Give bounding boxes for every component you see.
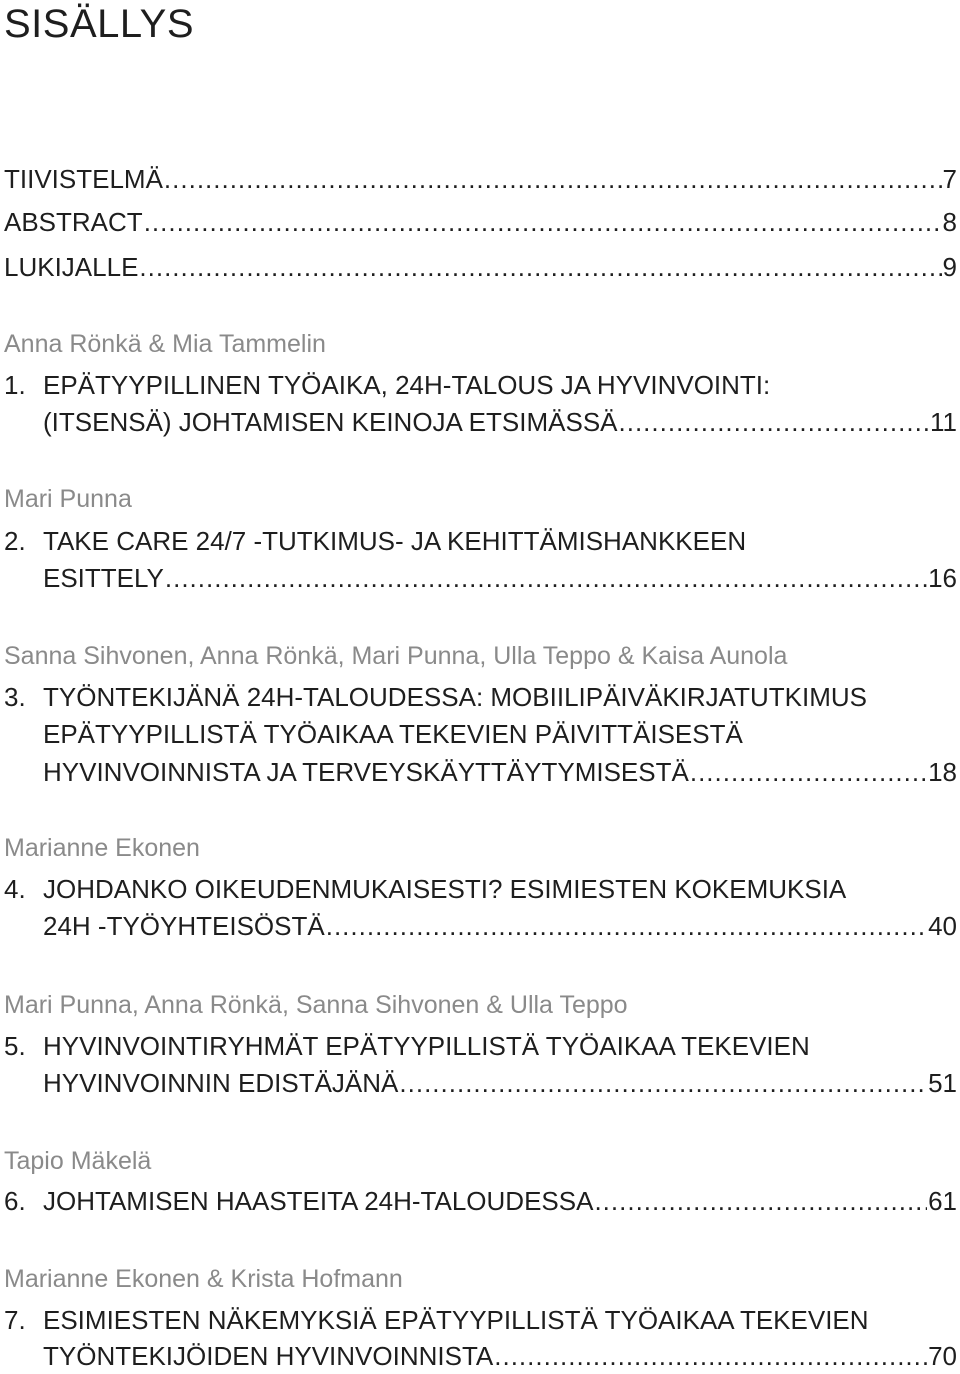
toc-page-number: 61 — [928, 1186, 957, 1216]
toc-page-number: 11 — [930, 407, 957, 437]
toc-page-number: 18 — [928, 757, 957, 787]
chapter-6-title-line-1[interactable] — [4, 1183, 957, 1219]
toc-page-number: 7 — [942, 164, 957, 194]
chapter-5-title-line-2[interactable] — [43, 1065, 957, 1101]
chapter-title-text: TYÖNTEKIJÖIDEN HYVINVOINNISTA — [43, 1341, 494, 1371]
toc-page-number: 9 — [942, 252, 957, 282]
dot-leader — [144, 204, 942, 240]
toc-page-number: 70 — [928, 1341, 957, 1371]
chapter-3-title-line-2[interactable] — [43, 716, 957, 752]
toc-page-number: 16 — [928, 563, 957, 593]
toc-entry-label: ABSTRACT — [4, 207, 143, 237]
chapter-4-authors: Marianne Ekonen — [4, 834, 200, 862]
toc-entry-label: LUKIJALLE — [4, 252, 139, 282]
chapter-title-text: 24H -TYÖYHTEISÖSTÄ — [43, 911, 325, 941]
chapter-2-title-line-1[interactable] — [4, 523, 957, 559]
chapter-number: 1. — [4, 370, 26, 400]
toc-page-number: 51 — [928, 1068, 957, 1098]
chapter-1-title-line-2[interactable] — [43, 404, 957, 440]
chapter-3-title-line-1[interactable] — [4, 679, 957, 715]
toc-page-number: 40 — [928, 911, 957, 941]
chapter-2-authors: Mari Punna — [4, 485, 132, 513]
chapter-title-text: EPÄTYYPILLISTÄ TYÖAIKAA TEKEVIEN PÄIVITTÄISESTÄ — [43, 719, 743, 749]
chapter-title-text: ESITTELY — [43, 563, 164, 593]
dot-leader — [690, 754, 927, 790]
chapter-4-title-line-1[interactable] — [4, 871, 957, 907]
chapter-title-text: HYVINVOINNIN EDISTÄJÄNÄ — [43, 1068, 399, 1098]
chapter-2-title-line-2[interactable] — [43, 560, 957, 596]
chapter-title-text: HYVINVOINTIRYHMÄT EPÄTYYPILLISTÄ TYÖAIKAA TEKEVIEN — [43, 1031, 810, 1061]
chapter-1-title-line-1[interactable] — [4, 367, 957, 403]
dot-leader — [165, 560, 927, 596]
chapter-title-text: TYÖNTEKIJÄNÄ 24H-TALOUDESSA: MOBIILIPÄIVÄKIRJATUTKIMUS — [43, 682, 867, 712]
chapter-6-authors: Tapio Mäkelä — [4, 1147, 152, 1175]
chapter-1-authors: Anna Rönkä & Mia Tammelin — [4, 330, 326, 358]
dot-leader — [619, 404, 929, 440]
toc-entry-lukijalle[interactable] — [4, 249, 957, 285]
dot-leader — [494, 1338, 927, 1374]
chapter-title-text: JOHDANKO OIKEUDENMUKAISESTI? ESIMIESTEN KOKEMUKSIA — [43, 874, 847, 904]
chapter-title-text: TAKE CARE 24/7 -TUTKIMUS- JA KEHITTÄMISHANKKEEN — [43, 526, 747, 556]
dot-leader — [326, 908, 927, 944]
dot-leader — [139, 249, 941, 285]
chapter-title-text: JOHTAMISEN HAASTEITA 24H-TALOUDESSA — [43, 1186, 594, 1216]
chapter-number: 5. — [4, 1031, 26, 1061]
toc-entry-tiivistelma[interactable] — [4, 161, 957, 197]
dot-leader — [164, 161, 942, 197]
chapter-title-text: (ITSENSÄ) JOHTAMISEN KEINOJA ETSIMÄSSÄ — [43, 407, 618, 437]
chapter-title-text: HYVINVOINNISTA JA TERVEYSKÄYTTÄYTYMISESTÄ — [43, 757, 689, 787]
toc-entry-label: TIIVISTELMÄ — [4, 164, 163, 194]
chapter-number: 4. — [4, 874, 26, 904]
chapter-number: 3. — [4, 682, 26, 712]
chapter-title-text: EPÄTYYPILLINEN TYÖAIKA, 24H-TALOUS JA HYVINVOINTI: — [43, 370, 771, 400]
chapter-7-authors: Marianne Ekonen & Krista Hofmann — [4, 1265, 403, 1293]
dot-leader — [399, 1065, 927, 1101]
chapter-title-text: ESIMIESTEN NÄKEMYKSIÄ EPÄTYYPILLISTÄ TYÖAIKAA TEKEVIEN — [43, 1305, 869, 1335]
chapter-7-title-line-2[interactable] — [43, 1338, 957, 1374]
chapter-number: 6. — [4, 1186, 26, 1216]
chapter-3-authors: Sanna Sihvonen, Anna Rönkä, Mari Punna, Ulla Teppo & Kaisa Aunola — [4, 642, 788, 670]
chapter-4-title-line-2[interactable] — [43, 908, 957, 944]
dot-leader — [594, 1183, 927, 1219]
toc-page-number: 8 — [942, 207, 957, 237]
chapter-number: 7. — [4, 1305, 26, 1335]
chapter-number: 2. — [4, 526, 26, 556]
chapter-7-title-line-1[interactable] — [4, 1302, 957, 1338]
chapter-5-authors: Mari Punna, Anna Rönkä, Sanna Sihvonen & Ulla Teppo — [4, 991, 628, 1019]
toc-entry-abstract[interactable] — [4, 204, 957, 240]
page-title: SISÄLLYS — [4, 2, 195, 46]
chapter-3-title-line-3[interactable] — [43, 754, 957, 790]
chapter-5-title-line-1[interactable] — [4, 1028, 957, 1064]
